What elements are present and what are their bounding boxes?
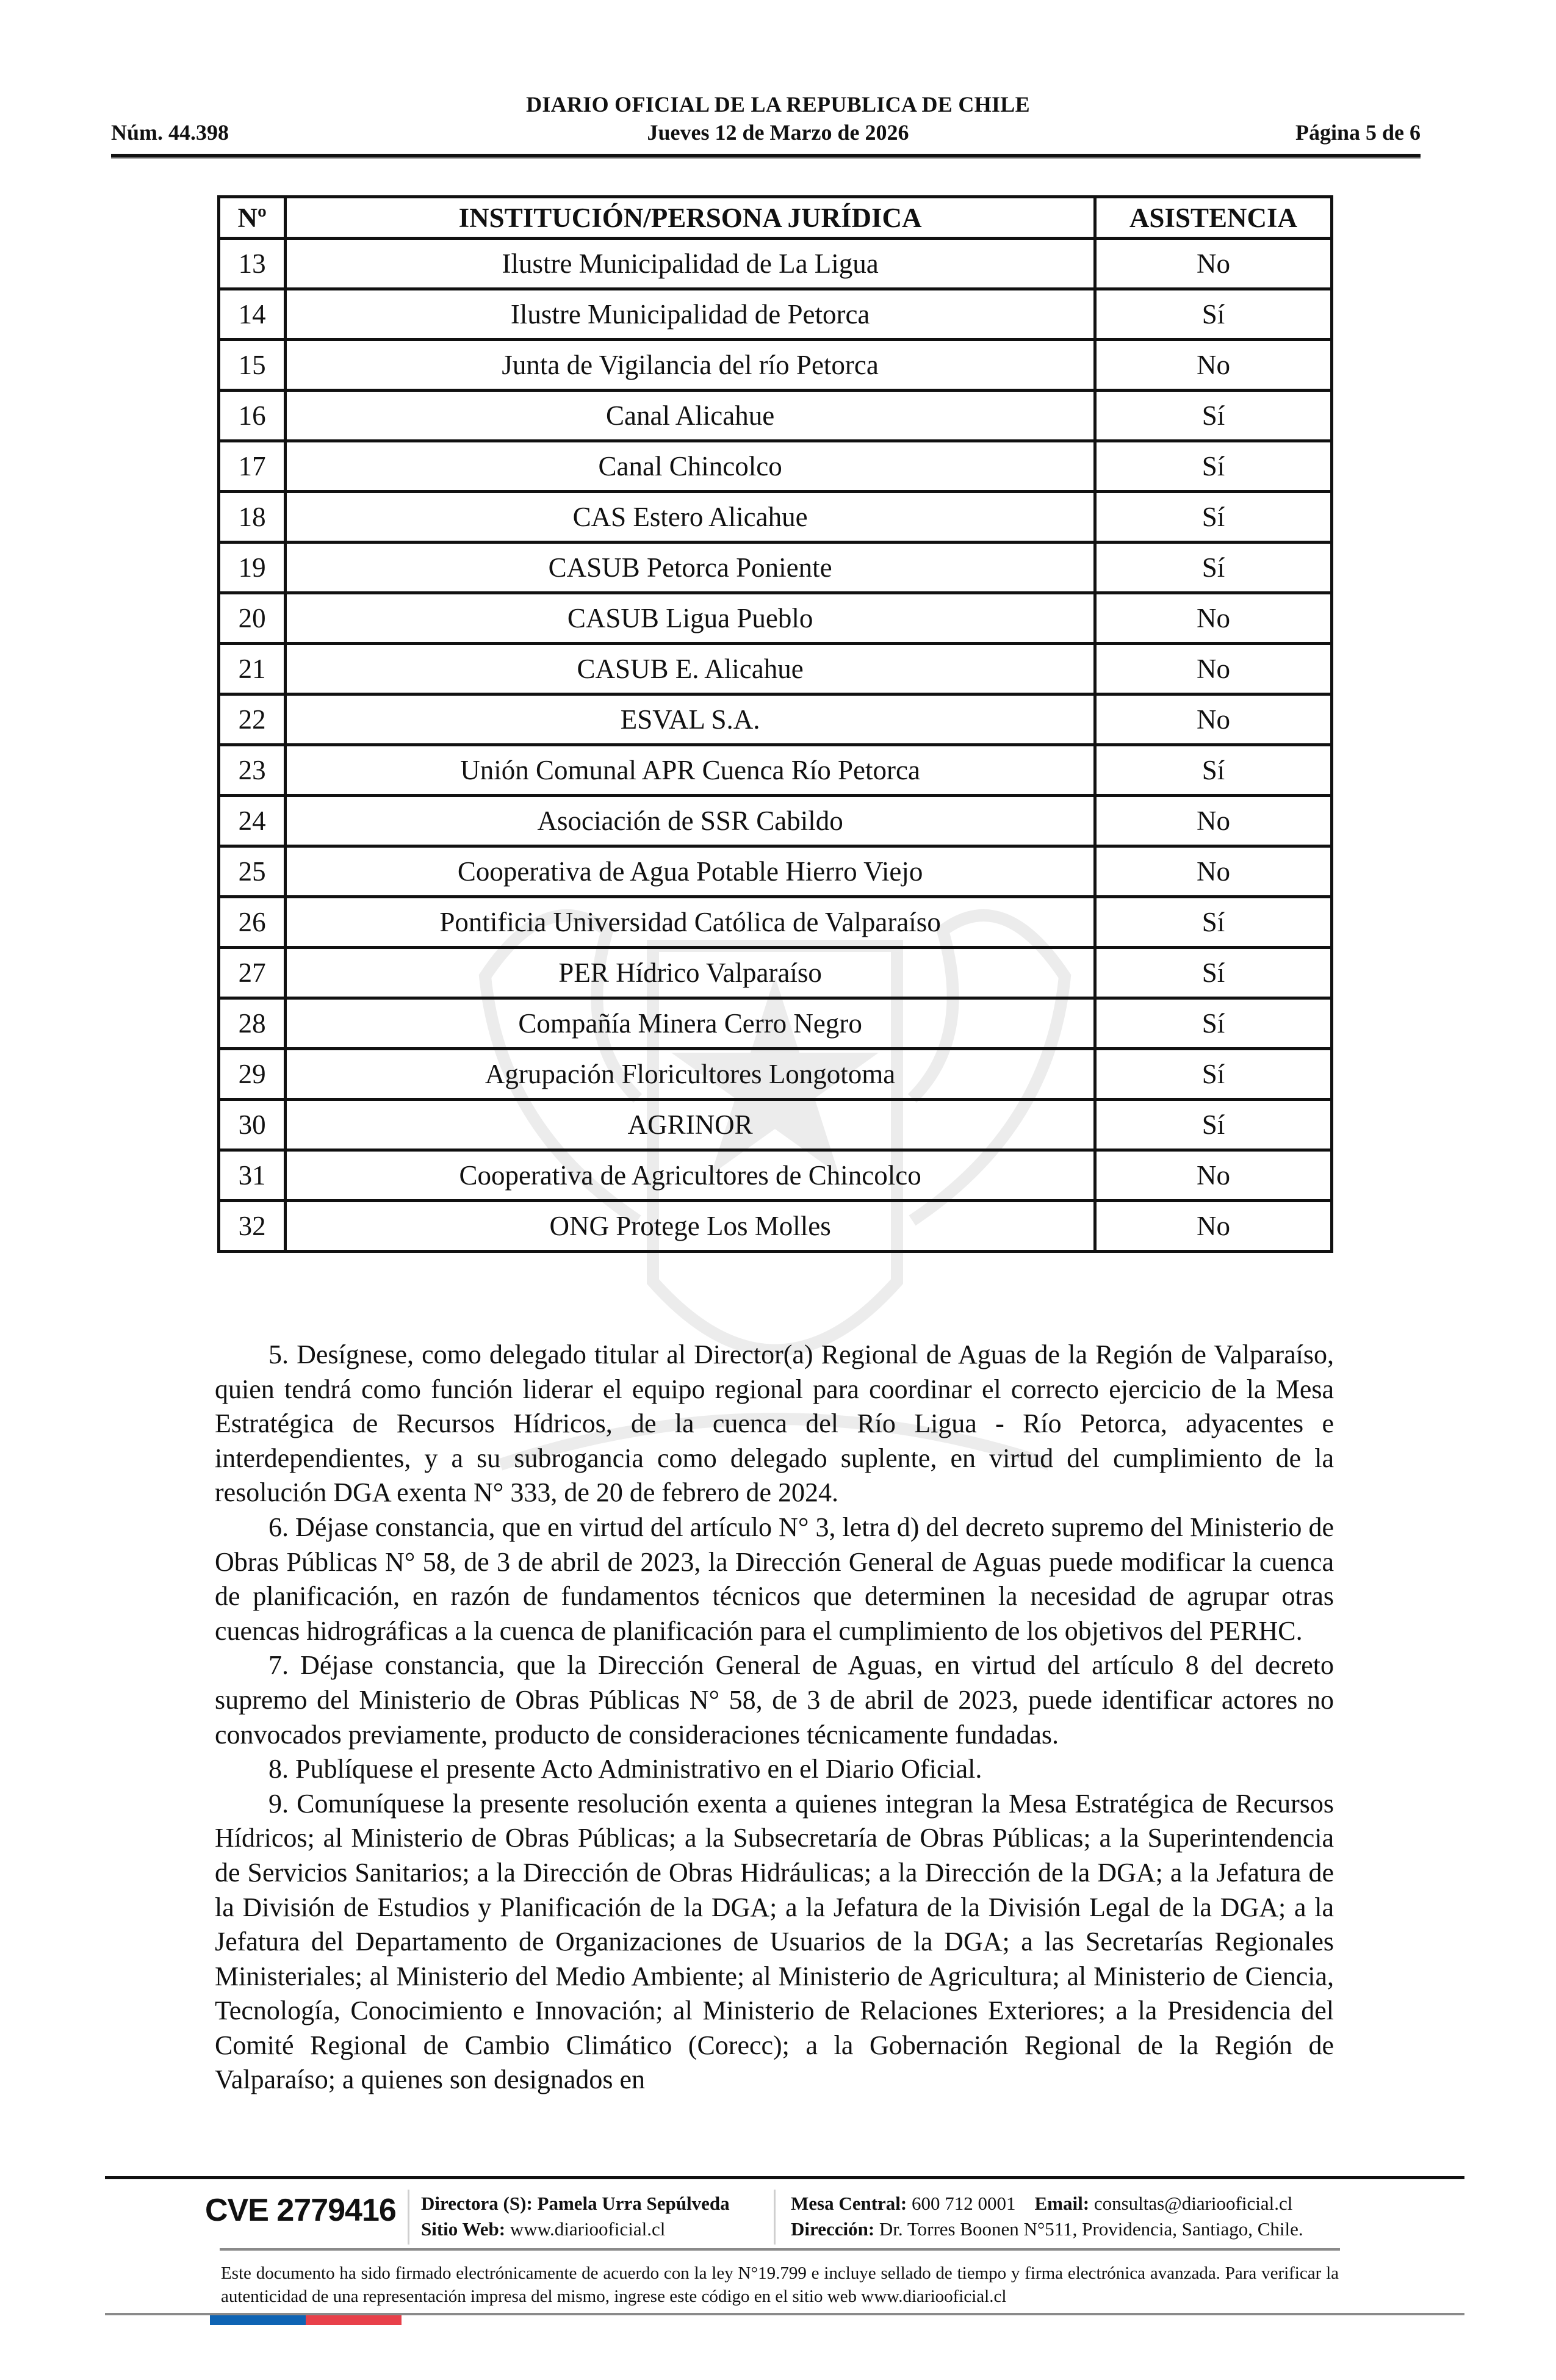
table-row	[219, 441, 1332, 492]
footer-director-block	[421, 2191, 730, 2242]
row-attendance: Sí	[1095, 1100, 1331, 1150]
table-row	[219, 492, 1332, 543]
row-institution: Cooperativa de Agricultores de Chincolco	[286, 1150, 1095, 1201]
page-indicator: Página 5 de 6	[1295, 120, 1421, 145]
row-number: 24	[219, 796, 286, 846]
cve-code: CVE 2779416	[205, 2193, 396, 2228]
address-value: Dr. Torres Boonen N°511, Providencia, Santiago, Chile.	[879, 2218, 1303, 2240]
website-link[interactable]: www.diariooficial.cl	[510, 2218, 666, 2240]
row-number: 18	[219, 492, 286, 543]
row-institution: CASUB E. Alicahue	[286, 644, 1095, 694]
row-number: 29	[219, 1049, 286, 1100]
row-institution: Agrupación Floricultores Longotoma	[286, 1049, 1095, 1100]
newspaper-title: DIARIO OFICIAL DE LA REPUBLICA DE CHILE	[526, 92, 1030, 117]
row-attendance: No	[1095, 1150, 1331, 1201]
row-number: 23	[219, 745, 286, 796]
paragraph-5: 5. Desígnese, como delegado titular al Director(a) Regional de Aguas de la Región de Valparaíso, quien tendrá como función liderar el equipo regional para coordinar el correcto ejercicio de la Mesa Estratégica de Recursos Hídricos, de la cuenca del Río Ligua - Río Petorca, adyacentes e interdependientes, y a su subrogancia como delegado suplente, en virtud del cumplimiento de la resolución DGA exenta N° 333, de 20 de febrero de 2024.	[215, 1340, 1334, 1508]
row-institution: Canal Alicahue	[286, 391, 1095, 441]
row-number: 25	[219, 846, 286, 897]
row-institution: Junta de Vigilancia del río Petorca	[286, 340, 1095, 391]
email-link[interactable]: consultas@diariooficial.cl	[1093, 2193, 1293, 2214]
table-row	[219, 543, 1332, 593]
table-row	[219, 694, 1332, 745]
row-number: 31	[219, 1150, 286, 1201]
row-attendance: No	[1095, 846, 1331, 897]
phone-number: 600 712 0001	[912, 2193, 1016, 2214]
table-row	[219, 796, 1332, 846]
table-row	[219, 1100, 1332, 1150]
row-attendance: Sí	[1095, 492, 1331, 543]
row-institution: Ilustre Municipalidad de La Ligua	[286, 239, 1095, 289]
row-institution: Compañía Minera Cerro Negro	[286, 998, 1095, 1049]
row-institution: AGRINOR	[286, 1100, 1095, 1150]
flag-stripe-red	[306, 2315, 402, 2325]
table-row	[219, 340, 1332, 391]
paragraph-8: 8. Publíquese el presente Acto Administrativo en el Diario Oficial.	[268, 1754, 982, 1784]
email-label: Email:	[1034, 2193, 1090, 2214]
row-attendance: No	[1095, 239, 1331, 289]
row-institution: CASUB Ligua Pueblo	[286, 593, 1095, 644]
row-number: 22	[219, 694, 286, 745]
row-attendance: No	[1095, 593, 1331, 644]
row-attendance: Sí	[1095, 897, 1331, 948]
address-label: Dirección:	[791, 2218, 875, 2240]
row-number: 30	[219, 1100, 286, 1150]
row-number: 21	[219, 644, 286, 694]
row-number: 26	[219, 897, 286, 948]
resolution-body	[215, 1338, 1334, 2097]
row-attendance: Sí	[1095, 441, 1331, 492]
table-row	[219, 745, 1332, 796]
header-divider	[111, 154, 1421, 159]
footer-separator	[408, 2190, 409, 2245]
row-attendance: Sí	[1095, 1049, 1331, 1100]
table-row	[219, 289, 1332, 340]
issue-date: Jueves 12 de Marzo de 2026	[647, 120, 909, 145]
director-label: Directora (S):	[421, 2193, 533, 2214]
row-attendance: Sí	[1095, 998, 1331, 1049]
column-header-number: Nº	[219, 197, 286, 239]
table-row	[219, 1201, 1332, 1252]
table-row	[219, 391, 1332, 441]
row-number: 20	[219, 593, 286, 644]
table-row	[219, 846, 1332, 897]
row-attendance: No	[1095, 644, 1331, 694]
paragraph-9: 9. Comuníquese la presente resolución exenta a quienes integran la Mesa Estratégica de Recursos Hídricos; al Ministerio de Obras Públicas; a la Subsecretaría de Obras Públicas; a la Superintendencia de Servicios Sanitarios; a la Dirección de Obras Hidráulicas; a la Dirección de la DGA; a la Jefatura de la División de Estudios y Planificación de la DGA; a la Jefatura de la División Legal de la DGA; a la Jefatura del Departamento de Organizaciones de Usuarios de la DGA; a las Secretarías Regionales Ministeriales; al Ministerio del Medio Ambiente; al Ministerio de Agricultura; al Ministerio de Ciencia, Tecnología, Conocimiento e Innovación; al Ministerio de Relaciones Exteriores; a la Presidencia del Comité Regional de Cambio Climático (Corecc); a la Gobernación Regional de la Región de Valparaíso; a quienes son designados en	[215, 1788, 1334, 2095]
row-institution: Ilustre Municipalidad de Petorca	[286, 289, 1095, 340]
row-institution: Cooperativa de Agua Potable Hierro Viejo	[286, 846, 1095, 897]
signature-notice: Este documento ha sido firmado electrónicamente de acuerdo con la ley N°19.799 e incluye sellado de tiempo y firma electrónica avanzada. Para verificar la autenticidad de una representación impresa del mismo, ingrese este código en el sitio web www.diariooficial.cl	[221, 2263, 1339, 2306]
row-attendance: Sí	[1095, 289, 1331, 340]
row-institution: ONG Protege Los Molles	[286, 1201, 1095, 1252]
column-header-attendance: ASISTENCIA	[1095, 197, 1331, 239]
table-row	[219, 948, 1332, 998]
row-number: 13	[219, 239, 286, 289]
website-label: Sitio Web:	[421, 2218, 506, 2240]
row-number: 16	[219, 391, 286, 441]
row-institution: Asociación de SSR Cabildo	[286, 796, 1095, 846]
issue-number: Núm. 44.398	[111, 120, 229, 145]
table-row	[219, 593, 1332, 644]
column-header-institution: INSTITUCIÓN/PERSONA JURÍDICA	[286, 197, 1095, 239]
row-number: 27	[219, 948, 286, 998]
row-institution: Unión Comunal APR Cuenca Río Petorca	[286, 745, 1095, 796]
row-number: 14	[219, 289, 286, 340]
row-attendance: Sí	[1095, 543, 1331, 593]
table-header-row	[219, 197, 1332, 239]
row-institution: Pontificia Universidad Católica de Valparaíso	[286, 897, 1095, 948]
table-row	[219, 998, 1332, 1049]
row-attendance: No	[1095, 340, 1331, 391]
row-institution: ESVAL S.A.	[286, 694, 1095, 745]
row-attendance: No	[1095, 796, 1331, 846]
table-row	[219, 1150, 1332, 1201]
row-institution: Canal Chincolco	[286, 441, 1095, 492]
table-row	[219, 1049, 1332, 1100]
row-attendance: Sí	[1095, 745, 1331, 796]
footer-divider	[105, 2176, 1464, 2179]
footer-inner-divider	[220, 2248, 1340, 2251]
paragraph-6: 6. Déjase constancia, que en virtud del artículo N° 3, letra d) del decreto supremo del Ministerio de Obras Públicas N° 58, de 3 de abril de 2023, la Dirección General de Aguas puede modificar la cuenca de planificación, en razón de fundamentos técnicos que determinen la necesidad de agrupar otras cuencas hidrográficas a la cuenca de planificación para el cumplimiento de los objetivos del PERHC.	[215, 1512, 1334, 1646]
row-attendance: No	[1095, 1201, 1331, 1252]
flag-stripe-blue	[210, 2315, 306, 2325]
row-number: 32	[219, 1201, 286, 1252]
attendance-table	[217, 195, 1333, 1253]
row-institution: CAS Estero Alicahue	[286, 492, 1095, 543]
table-row	[219, 239, 1332, 289]
table-row	[219, 644, 1332, 694]
footer-separator	[774, 2190, 776, 2245]
row-number: 17	[219, 441, 286, 492]
phone-label: Mesa Central:	[791, 2193, 907, 2214]
table-row	[219, 897, 1332, 948]
footer-contact-block	[791, 2191, 1303, 2242]
row-institution: CASUB Petorca Poniente	[286, 543, 1095, 593]
row-number: 28	[219, 998, 286, 1049]
director-name: Pamela Urra Sepúlveda	[537, 2193, 730, 2214]
paragraph-7: 7. Déjase constancia, que la Dirección General de Aguas, en virtud del artículo 8 del decreto supremo del Ministerio de Obras Públicas N° 58, de 3 de abril de 2023, puede identificar actores no convocados previamente, producto de consideraciones técnicamente fundadas.	[215, 1650, 1334, 1750]
row-institution: PER Hídrico Valparaíso	[286, 948, 1095, 998]
row-number: 19	[219, 543, 286, 593]
row-attendance: Sí	[1095, 948, 1331, 998]
row-attendance: Sí	[1095, 391, 1331, 441]
row-attendance: No	[1095, 694, 1331, 745]
row-number: 15	[219, 340, 286, 391]
